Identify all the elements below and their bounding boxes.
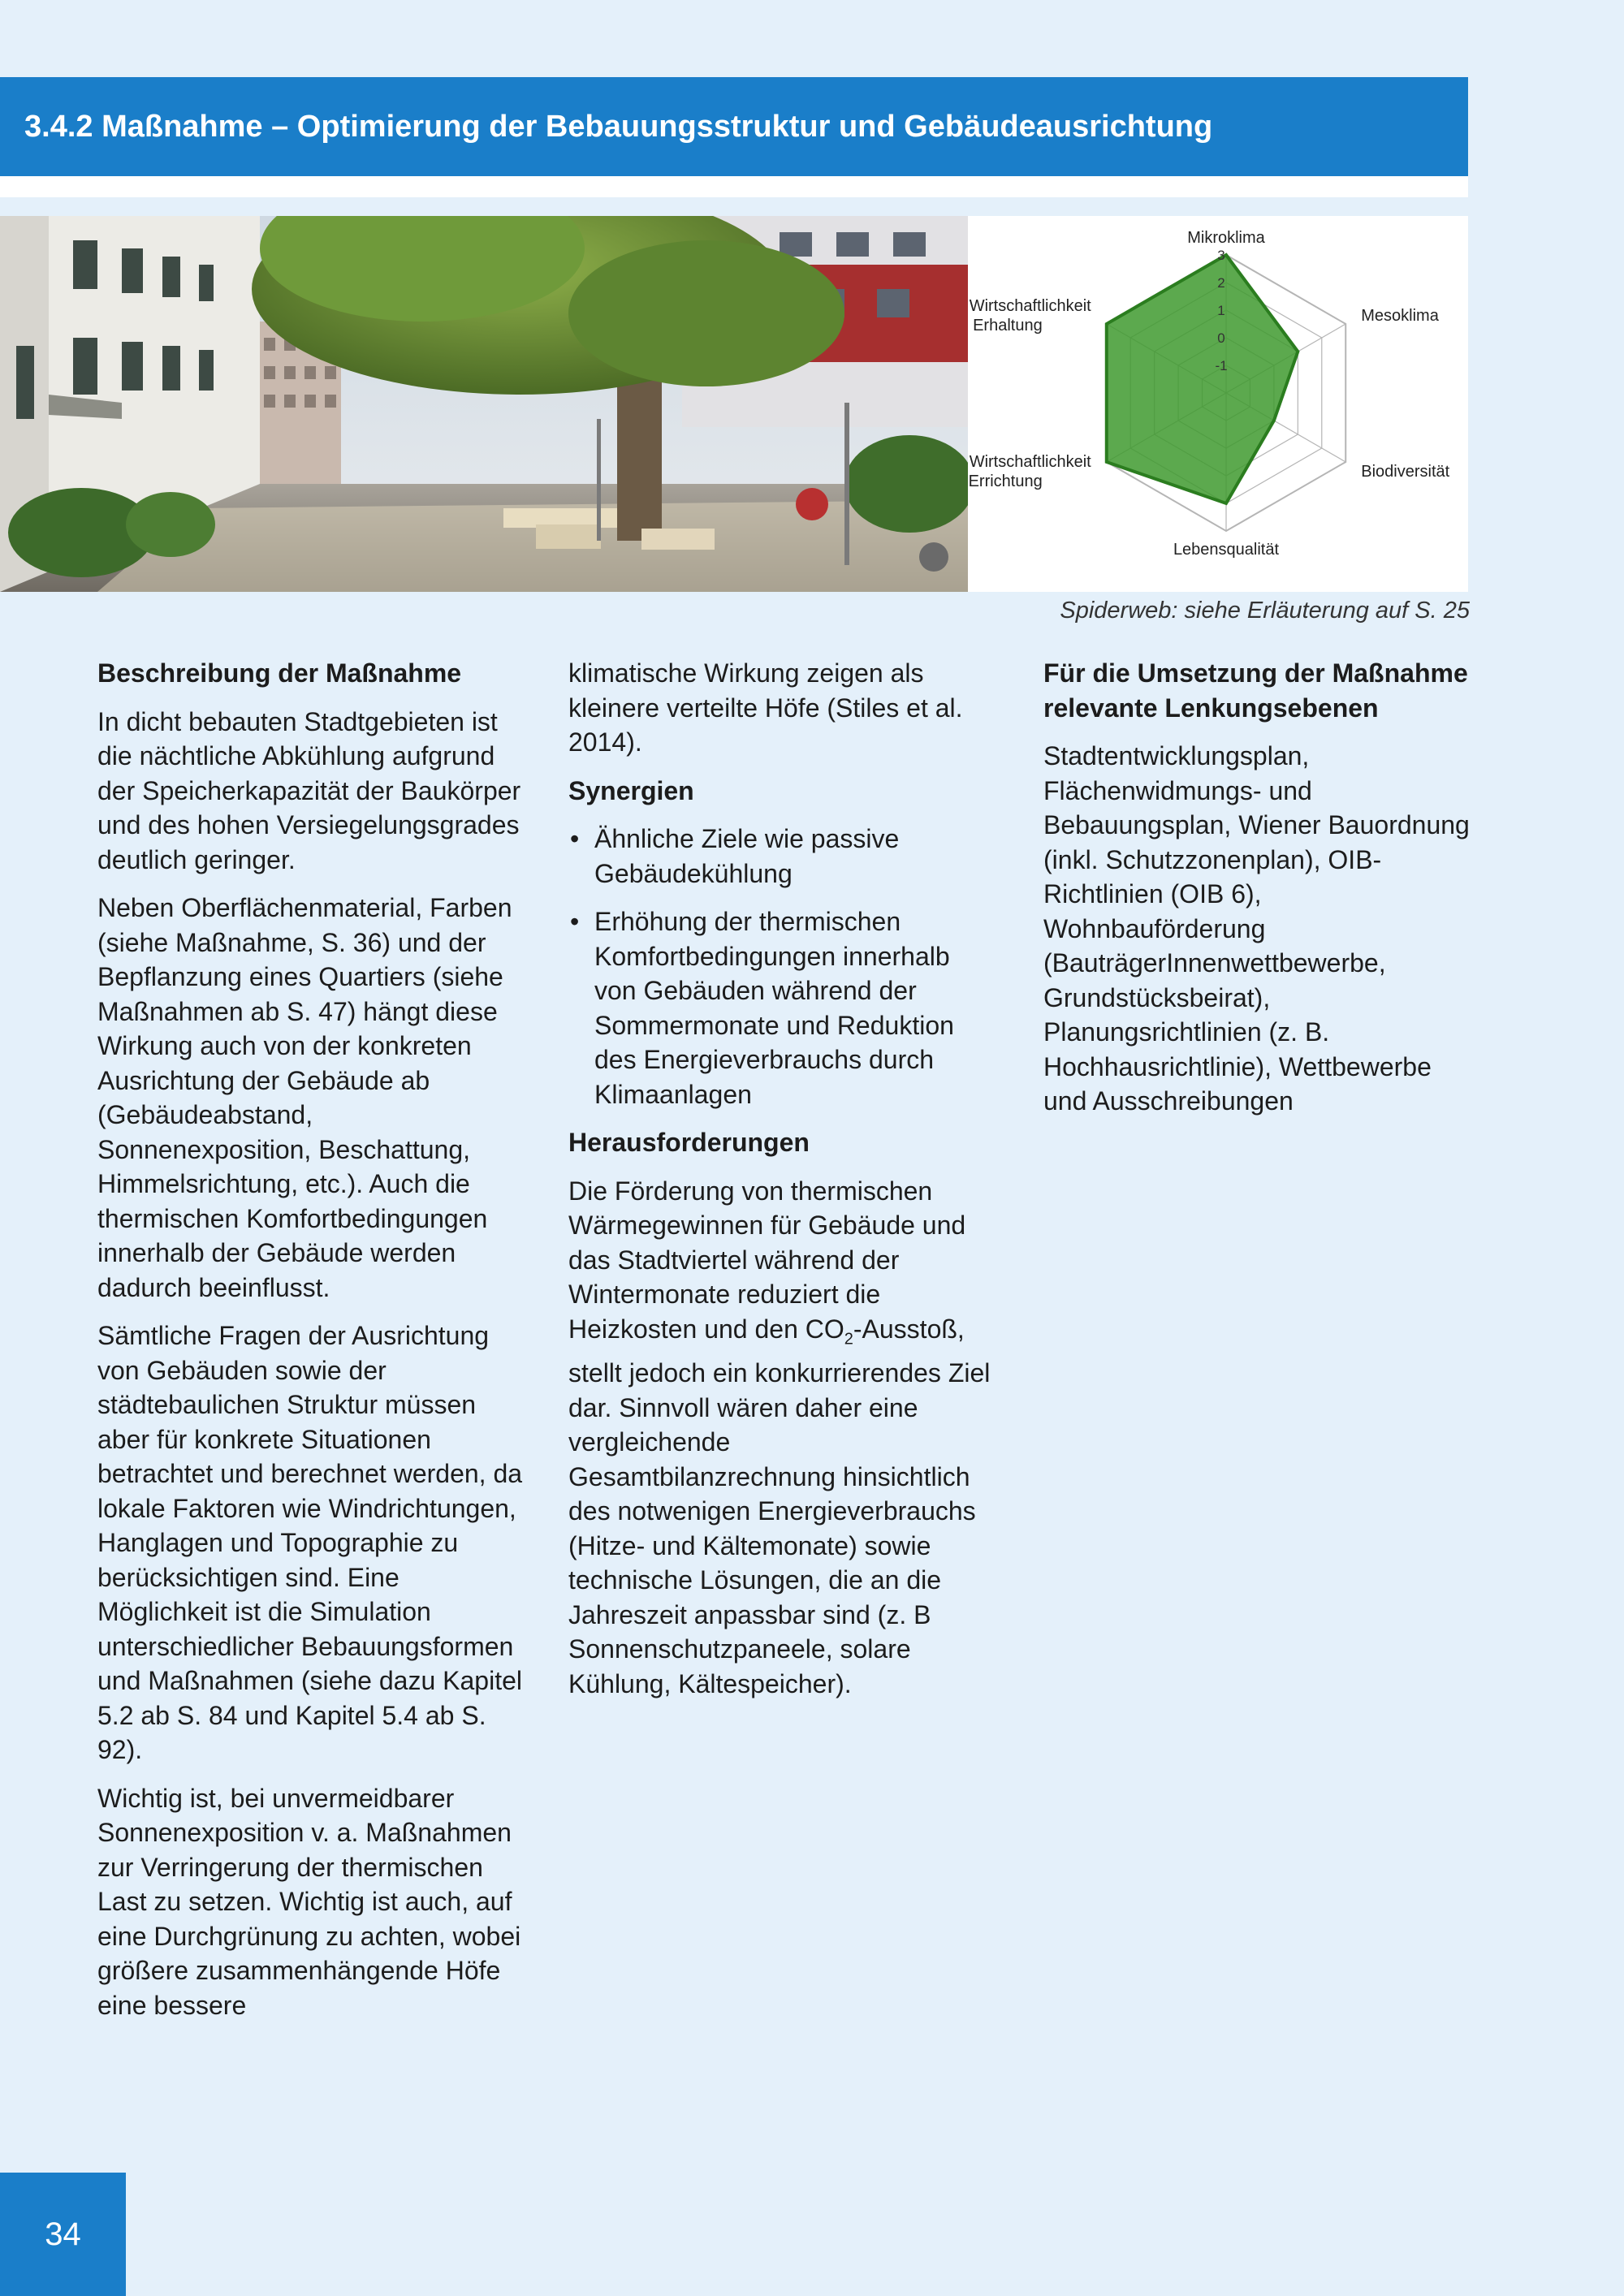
chart-caption: Spiderweb: siehe Erläuterung auf S. 25	[1060, 598, 1470, 624]
synergien-list	[568, 822, 999, 1111]
synergien-item-text: Erhöhung der thermischen Komfortbedingungen innerhalb von Gebäuden während der Sommermonate und Reduktion des Energieverbrauchs durch Klimaanlagen	[594, 907, 954, 1109]
synergien-item-text: Ähnliche Ziele wie passive Gebäudekühlung	[594, 824, 900, 888]
radar-tick-label: 1	[1217, 303, 1225, 318]
column-lenkungsebenen	[1043, 656, 1482, 1133]
section-header-bar	[0, 77, 1468, 176]
herausforderungen-text-part-a: Die Förderung von thermischen Wärmegewinnen für Gebäude und das Stadtviertel während der Wintermonate reduziert die Heizkosten und den CO	[568, 1176, 966, 1344]
synergien-item	[568, 904, 999, 1111]
column-description	[97, 656, 528, 2036]
page-number-box	[0, 2173, 126, 2296]
radar-tick-label: 3	[1217, 248, 1225, 263]
header-divider	[0, 176, 1468, 197]
herausforderungen-heading: Herausforderungen	[568, 1128, 810, 1157]
description-paragraph-1: In dicht bebauten Stadtgebieten ist die nächtliche Abkühlung aufgrund der Speicherkapazität der Baukörper und des hohen Versiegelungsgrades deutlich geringer.	[97, 706, 521, 874]
radar-axis-label: Mesoklima	[1361, 307, 1439, 325]
description-paragraph-4: Wichtig ist, bei unvermeidbarer Sonnenexposition v. a. Maßnahmen zur Verringerung der thermischen Last zu setzen. Wichtig ist auch, auf eine Durchgrünung zu achten, wobei größere zusammenhängende Höfe eine bessere	[97, 1783, 521, 2020]
radar-axis-label: Mikroklima	[1187, 229, 1265, 247]
radar-data-polygon	[1107, 255, 1298, 503]
spiderweb-chart-panel	[968, 216, 1468, 592]
bullet-icon: •	[570, 824, 580, 853]
bullet-icon: •	[570, 907, 580, 936]
radar-tick-label: -1	[1215, 358, 1228, 373]
radar-axis-label: Wirtschaftlichkeit Errichtung	[968, 453, 1091, 490]
synergien-item	[568, 822, 999, 891]
courtyard-photo-illustration	[0, 216, 968, 592]
spiderweb-chart	[968, 216, 1468, 592]
lenkungsebenen-heading: Für die Umsetzung der Maßnahme relevante Lenkungsebenen	[1043, 658, 1468, 723]
description-paragraph-3: Sämtliche Fragen der Ausrichtung von Gebäuden sowie der städtebaulichen Struktur müssen aber für konkrete Situationen betrachtet und berechnet werden, da lokale Faktoren wie Windrichtungen, Hanglagen und Topographie zu berücksichtigen sind. Eine Möglichkeit ist die Simulation unterschiedlicher Bebauungsformen und Maßnahmen (siehe dazu Kapitel 5.2 ab S. 84 und Kapitel 5.4 ab S. 92).	[97, 1321, 523, 1764]
lenkungsebenen-text: Stadtentwicklungsplan, Flächenwidmungs- und Bebauungsplan, Wiener Bauordnung (inkl. Schutzzonenplan), OIB-Richtlinien (OIB 6), Wohnbauförderung (BauträgerInnenwettbewerbe, Grundstücksbeirat), Planungsrichtlinien (z. B. Hochhausrichtlinie), Wettbewerbe und Ausschreibungen	[1043, 741, 1470, 1116]
synergien-heading: Synergien	[568, 775, 694, 805]
radar-axis-label: Biodiversität	[1361, 463, 1450, 481]
herausforderungen-text-part-b: -Ausstoß, stellt jedoch ein konkurrierendes Ziel dar. Sinnvoll wären daher eine vergleichende Gesamtbilanzrechnung hinsichtlich des notwenigen Energieverbrauchs (Hitze- und Kältemonate) sowie technische Lösungen, die an die Jahreszeit anpassbar sind (z. B Sonnenschutzpaneele, solare Kühlung, Kältespeicher).	[568, 1314, 991, 1698]
radar-tick-label: 0	[1217, 330, 1225, 346]
description-paragraph-continued: klimatische Wirkung zeigen als kleinere verteilte Höfe (Stiles et al. 2014).	[568, 658, 963, 757]
co2-subscript: 2	[844, 1329, 853, 1348]
page-number: 34	[45, 2216, 81, 2252]
radar-tick-label: 2	[1217, 275, 1225, 291]
courtyard-photo	[0, 216, 968, 592]
radar-axis-label: Lebensqualität	[1173, 541, 1280, 559]
column-synergies-challenges	[568, 656, 999, 1715]
section-title: 3.4.2 Maßnahme – Optimierung der Bebauungsstruktur und Gebäudeausrichtung	[24, 110, 1213, 144]
radar-axis-label: Wirtschaftlichkeit Erhaltung	[969, 297, 1091, 334]
description-paragraph-2: Neben Oberflächenmaterial, Farben (siehe Maßnahme, S. 36) und der Bepflanzung eines Quartiers (siehe Maßnahmen ab S. 47) hängt diese Wirkung auch von der konkreten Ausrichtung der Gebäude ab (Gebäudeabstand, Sonnenexposition, Beschattung, Himmelsrichtung, etc.). Auch die thermischen Komfortbedingungen innerhalb der Gebäude werden dadurch beeinflusst.	[97, 893, 512, 1302]
description-heading: Beschreibung der Maßnahme	[97, 658, 462, 688]
herausforderungen-text	[568, 1174, 999, 1702]
